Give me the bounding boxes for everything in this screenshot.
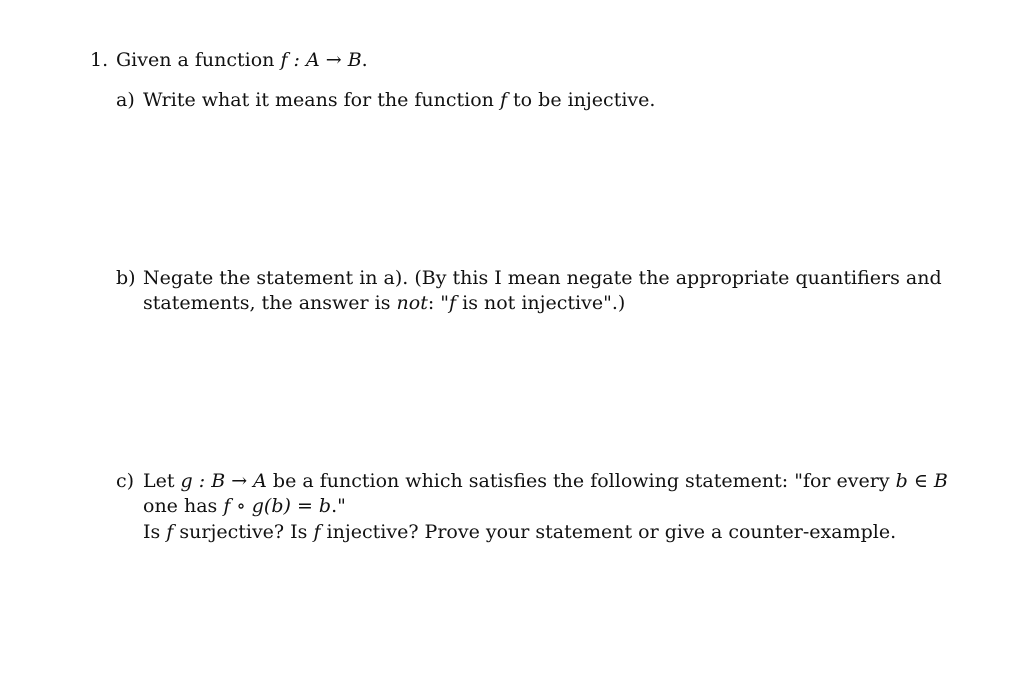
part-b-emphasis: not: [396, 292, 428, 314]
problem-intro-end: .: [361, 49, 368, 71]
part-c-line-2-end: .": [331, 495, 346, 517]
part-c-f-symbol-1: f: [166, 521, 174, 543]
problem-intro-text: Given a function: [116, 49, 281, 71]
part-c-line-1-statement: be a function which satisfies the following statement: "for every: [266, 470, 896, 492]
part-c-composition: f ∘ g(b) = b: [223, 495, 332, 517]
part-c-f-symbol-2: f: [313, 521, 321, 543]
function-mapping: : A → B: [287, 49, 362, 71]
function-symbol: f: [280, 49, 288, 71]
part-c-line-3: [143, 520, 896, 544]
part-b-line-2: [143, 291, 625, 315]
part-c-g-mapping: g : B → A: [180, 470, 267, 492]
part-a-text: Write what it means for the function: [143, 89, 500, 111]
part-c-label: c): [116, 470, 135, 492]
part-c-line-3-text: Is: [143, 521, 167, 543]
part-c-line-1: [143, 469, 948, 493]
part-a-text-end: to be injective.: [507, 89, 656, 111]
part-c-b-in-B: b ∈ B: [895, 470, 948, 492]
part-a-label: a): [116, 89, 135, 111]
part-a-question: [143, 88, 655, 112]
part-a-function-symbol: f: [499, 89, 507, 111]
part-c-line-3-mid: surjective? Is: [173, 521, 314, 543]
part-b-line-1: Negate the statement in a). (By this I mean negate the appropriate quantifiers and: [143, 267, 942, 289]
problem-intro: [116, 48, 368, 72]
part-b-quote-text: is not injective".): [456, 292, 626, 314]
part-b-function-symbol: f: [449, 292, 457, 314]
part-c-line-2-text: one has: [143, 495, 224, 517]
part-c-line-3-end: injective? Prove your statement or give a counter-example.: [320, 521, 897, 543]
part-c-line-1-text: Let: [143, 470, 181, 492]
problem-number: 1.: [90, 49, 109, 71]
part-b-label: b): [116, 267, 136, 289]
part-c-line-2: [143, 494, 346, 518]
part-b-line-2-text: statements, the answer is: [143, 292, 397, 314]
part-b-quote-open: : ": [427, 292, 450, 314]
